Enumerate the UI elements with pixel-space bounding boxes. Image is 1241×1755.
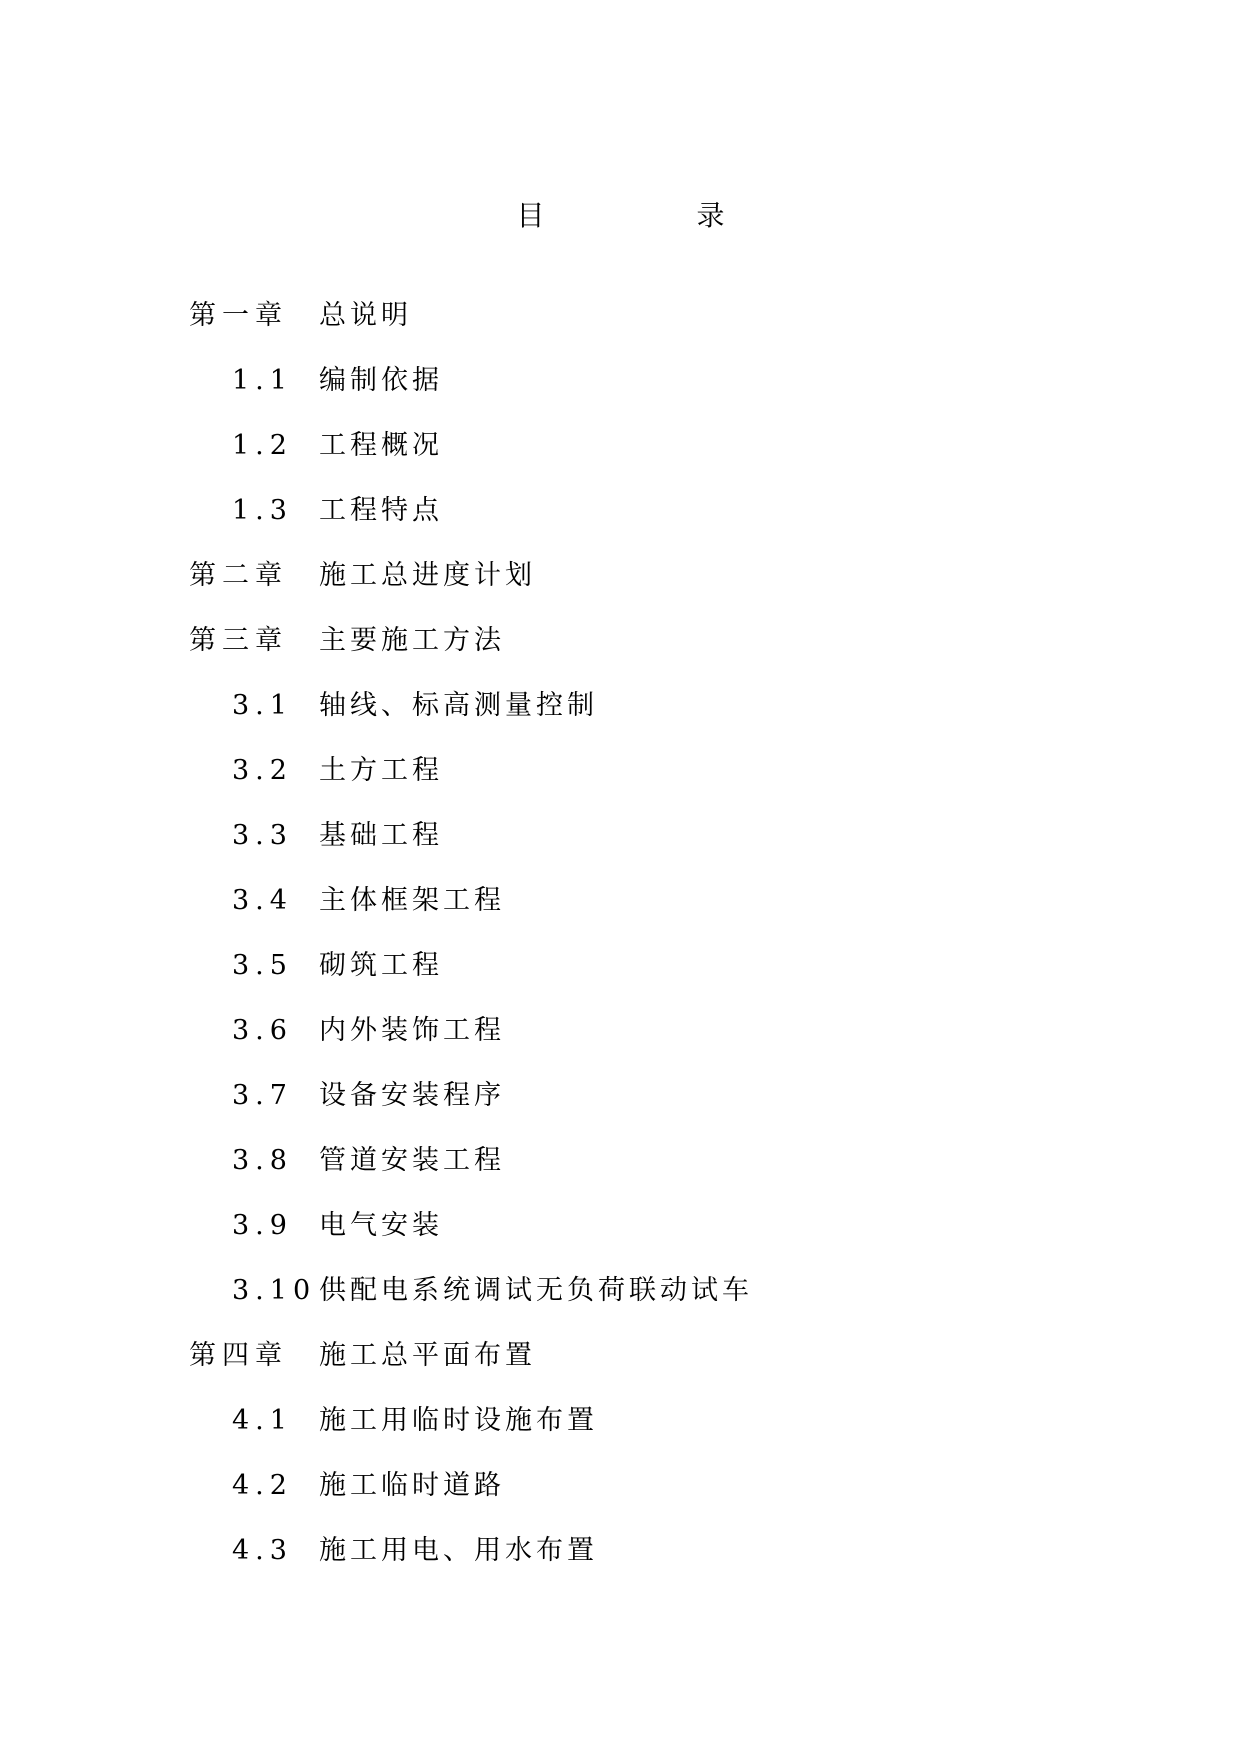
toc-entry-section-4-1[interactable] bbox=[0, 1401, 1241, 1466]
toc-entry-section-3-8[interactable] bbox=[0, 1141, 1241, 1206]
toc-entry-section-3-5[interactable] bbox=[0, 946, 1241, 1011]
toc-entry-number: 3.1 bbox=[232, 690, 293, 721]
toc-entry-chapter-4[interactable] bbox=[0, 1336, 1241, 1401]
toc-entry-number: 第三章 bbox=[189, 625, 288, 656]
toc-entry-number: 第四章 bbox=[189, 1340, 288, 1371]
toc-entry-number: 1.3 bbox=[232, 495, 293, 526]
toc-entry-title: 供配电系统调试无负荷联动试车 bbox=[319, 1275, 753, 1306]
toc-entry-title: 编制依据 bbox=[319, 365, 443, 396]
toc-entry-section-3-9[interactable] bbox=[0, 1206, 1241, 1271]
toc-entry-section-3-7[interactable] bbox=[0, 1076, 1241, 1141]
toc-entry-number: 1.1 bbox=[232, 365, 293, 396]
toc-entry-section-1-3[interactable] bbox=[0, 491, 1241, 556]
toc-entry-section-3-2[interactable] bbox=[0, 751, 1241, 816]
toc-entry-title: 施工总平面布置 bbox=[319, 1340, 536, 1371]
toc-entry-number: 3.4 bbox=[232, 885, 293, 916]
toc-entry-title: 施工用电、用水布置 bbox=[319, 1535, 598, 1566]
toc-entry-section-4-2[interactable] bbox=[0, 1466, 1241, 1531]
toc-entry-chapter-1[interactable] bbox=[0, 296, 1241, 361]
toc-entry-number: 4.1 bbox=[232, 1405, 293, 1436]
toc-entry-number: 3.2 bbox=[232, 755, 293, 786]
toc-entry-number: 1.2 bbox=[232, 430, 293, 461]
toc-entry-section-3-1[interactable] bbox=[0, 686, 1241, 751]
toc-entry-title: 内外装饰工程 bbox=[319, 1015, 505, 1046]
toc-entry-title: 设备安装程序 bbox=[319, 1080, 505, 1111]
toc-entry-number: 3.6 bbox=[232, 1015, 293, 1046]
toc-title: 目 录 bbox=[516, 199, 787, 232]
toc-entry-section-4-3[interactable] bbox=[0, 1531, 1241, 1596]
toc-entry-number: 3.9 bbox=[232, 1210, 293, 1241]
toc-entry-section-3-4[interactable] bbox=[0, 881, 1241, 946]
toc-entry-number: 3.7 bbox=[232, 1080, 293, 1111]
toc-entry-title: 主要施工方法 bbox=[319, 625, 505, 656]
toc-entry-chapter-2[interactable] bbox=[0, 556, 1241, 621]
toc-entry-title: 基础工程 bbox=[319, 820, 443, 851]
toc-entry-number: 4.2 bbox=[232, 1470, 293, 1501]
toc-entry-number: 3.5 bbox=[232, 950, 293, 981]
toc-entry-chapter-3[interactable] bbox=[0, 621, 1241, 686]
toc-entry-section-3-10[interactable] bbox=[0, 1271, 1241, 1336]
toc-entry-section-1-1[interactable] bbox=[0, 361, 1241, 426]
table-of-contents bbox=[0, 296, 1241, 1596]
toc-entry-number: 3.10 bbox=[232, 1275, 317, 1306]
toc-entry-title: 主体框架工程 bbox=[319, 885, 505, 916]
toc-entry-section-3-6[interactable] bbox=[0, 1011, 1241, 1076]
toc-entry-title: 电气安装 bbox=[319, 1210, 443, 1241]
toc-entry-title: 工程特点 bbox=[319, 495, 443, 526]
toc-entry-title: 砌筑工程 bbox=[319, 950, 443, 981]
toc-entry-title: 管道安装工程 bbox=[319, 1145, 505, 1176]
toc-entry-title: 施工临时道路 bbox=[319, 1470, 505, 1501]
toc-entry-number: 3.8 bbox=[232, 1145, 293, 1176]
toc-entry-title: 轴线、标高测量控制 bbox=[319, 690, 598, 721]
toc-entry-number: 4.3 bbox=[232, 1535, 293, 1566]
toc-entry-title: 土方工程 bbox=[319, 755, 443, 786]
toc-entry-number: 第二章 bbox=[189, 560, 288, 591]
toc-entry-title: 施工用临时设施布置 bbox=[319, 1405, 598, 1436]
toc-entry-title: 总说明 bbox=[319, 300, 412, 331]
toc-entry-number: 3.3 bbox=[232, 820, 293, 851]
toc-entry-number: 第一章 bbox=[189, 300, 288, 331]
toc-entry-title: 工程概况 bbox=[319, 430, 443, 461]
toc-entry-section-3-3[interactable] bbox=[0, 816, 1241, 881]
toc-entry-section-1-2[interactable] bbox=[0, 426, 1241, 491]
toc-entry-title: 施工总进度计划 bbox=[319, 560, 536, 591]
